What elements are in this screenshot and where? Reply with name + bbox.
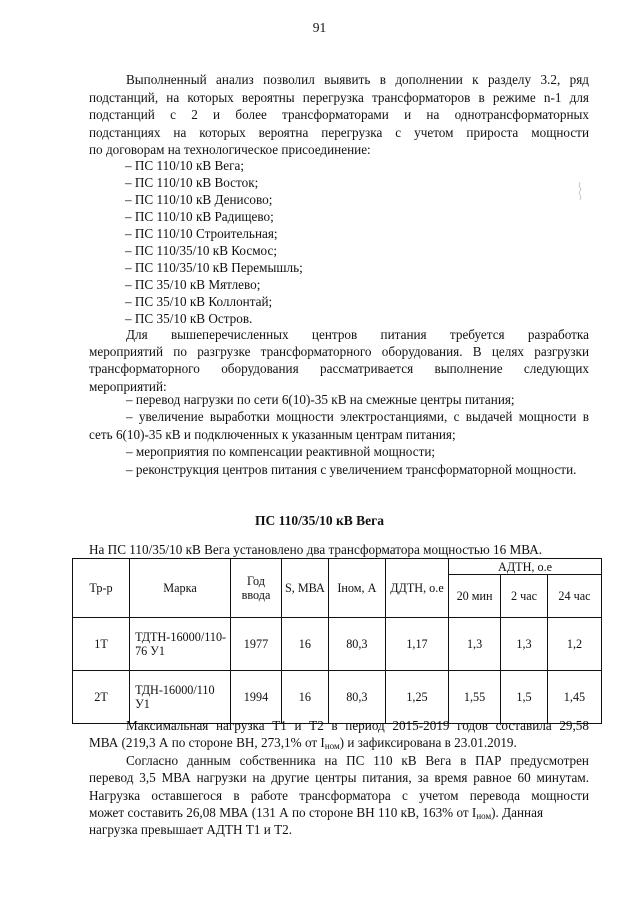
conclusion-line: Максимальная нагрузка Т1 и Т2 в период 2015-2019 годов составила 29,58: [126, 718, 589, 733]
cell-inom: 80,3: [328, 618, 385, 671]
cell-inom: 80,3: [328, 671, 385, 724]
conclusion-line: нагрузка превышает АДТН Т1 и Т2.: [89, 822, 293, 838]
header-adtn: АДТН, о.е: [449, 559, 602, 575]
substation-item: – ПС 110/35/10 кВ Космос;: [125, 242, 277, 258]
cell-s: 16: [281, 671, 328, 724]
requirements-line: мероприятий:: [89, 378, 167, 394]
margin-mark-icon: [576, 180, 584, 202]
intro-line: подстанций с 2 и более трансформаторами и на однотрансформаторных: [89, 107, 589, 123]
header-adtn-24: 24 час: [547, 575, 601, 618]
conclusion-line: Согласно данным собственника на ПС 110 кВ Вега в ПАР предусмотрен: [126, 752, 589, 768]
conclusion-line: МВА (219,3 А по стороне ВН, 273,1% от $I_{ном}$) и зафиксирована в 23.01.2019.: [89, 735, 517, 752]
intro-line: Выполненный анализ позволил выявить в дополнении к разделу 3.2, ряд: [126, 72, 589, 87]
cell-mark: ТДН-16000/110 У1: [130, 671, 231, 724]
substation-item: – ПС 110/10 кВ Вега;: [125, 158, 245, 173]
cell-tr: 1Т: [73, 618, 130, 671]
intro-line: подстанций, на которых вероятны перегрузка трансформаторов в режиме n-1 для: [89, 89, 589, 105]
intro-line: по договорам на технологическое присоединение:: [89, 142, 371, 158]
conclusion-line: Нагрузка оставшегося в работе трансформатора с учетом перевода мощности: [89, 787, 589, 803]
cell-mark: ТДТН-16000/110-76 У1: [130, 618, 231, 671]
conclusion-paragraphs: [89, 717, 589, 839]
header-ddtn: ДДТН, о.е: [385, 559, 448, 618]
header-tr: Тр-р: [73, 559, 130, 618]
substation-item: – ПС 110/10 Строительная;: [125, 225, 278, 241]
intro-paragraph: [89, 71, 589, 159]
cell-year: 1977: [231, 618, 282, 671]
cell-adtn-2: 1,5: [501, 671, 548, 724]
section-heading: ПС 110/35/10 кВ Вега: [254, 513, 385, 528]
measure-item: – перевод нагрузки по сети 6(10)-35 кВ на смежные центры питания;: [126, 392, 515, 407]
table-row: [73, 671, 602, 724]
cell-tr: 2Т: [73, 671, 130, 724]
cell-adtn-2: 1,3: [501, 618, 548, 671]
requirements-line: Для вышеперечисленных центров питания требуется разработка: [126, 327, 589, 342]
conclusion-line: перевод 3,5 МВА нагрузки на другие центры питания, за время равное 60 минутам.: [89, 770, 589, 786]
header-inom: Iном, А: [328, 559, 385, 618]
cell-adtn-20: 1,55: [449, 671, 501, 724]
substation-list: [125, 158, 303, 328]
substation-item: – ПС 35/10 кВ Коллонтай;: [125, 293, 273, 309]
measure-item: – реконструкция центров питания с увеличением трансформаторной мощности.: [126, 461, 577, 477]
cell-adtn-24: 1,45: [547, 671, 601, 724]
header-s: S, МВА: [281, 559, 328, 618]
header-adtn-20: 20 мин: [449, 575, 501, 618]
measure-item: – мероприятия по компенсации реактивной мощности;: [126, 444, 436, 460]
cell-ddtn: 1,17: [385, 618, 448, 671]
transformer-table: [72, 558, 602, 724]
substation-item: – ПС 110/35/10 кВ Перемышль;: [125, 259, 303, 275]
substation-item: – ПС 35/10 кВ Остров.: [125, 310, 253, 326]
substation-item: – ПС 110/10 кВ Радищево;: [125, 208, 274, 224]
cell-s: 16: [281, 618, 328, 671]
cell-adtn-24: 1,2: [547, 618, 601, 671]
requirements-line: мероприятий по разгрузке трансформаторного оборудования. В целях разгрузки: [89, 344, 589, 360]
requirements-paragraph: [89, 326, 589, 395]
header-year: Год ввода: [231, 559, 282, 618]
page-number: 91: [312, 20, 327, 35]
substation-item: – ПС 35/10 кВ Мятлево;: [125, 276, 261, 292]
intro-line: подстанциях на которых вероятна перегрузка с учетом прироста мощности: [89, 124, 589, 140]
measure-item: – увеличение выработки мощности электростанциями, с выдачей мощности в сеть 6(10)-35 кВ и подключенных к указанным центрам питания;: [89, 409, 589, 442]
substation-item: – ПС 110/10 кВ Восток;: [125, 174, 259, 190]
header-mark: Марка: [130, 559, 231, 618]
table-row: [73, 618, 602, 671]
requirements-line: трансформаторного оборудования рассматривается выполнение следующих: [89, 361, 589, 377]
conclusion-line: может составить 26,08 МВА (131 А по стороне ВН 110 кВ, 163% от $I_{ном}$). Данная: [89, 805, 544, 822]
cell-ddtn: 1,25: [385, 671, 448, 724]
measures-list: [89, 391, 589, 478]
header-adtn-2: 2 час: [501, 575, 548, 618]
cell-adtn-20: 1,3: [449, 618, 501, 671]
cell-year: 1994: [231, 671, 282, 724]
section-intro: На ПС 110/35/10 кВ Вега установлено два трансформатора мощностью 16 МВА.: [89, 542, 543, 557]
substation-item: – ПС 110/10 кВ Денисово;: [125, 191, 273, 207]
